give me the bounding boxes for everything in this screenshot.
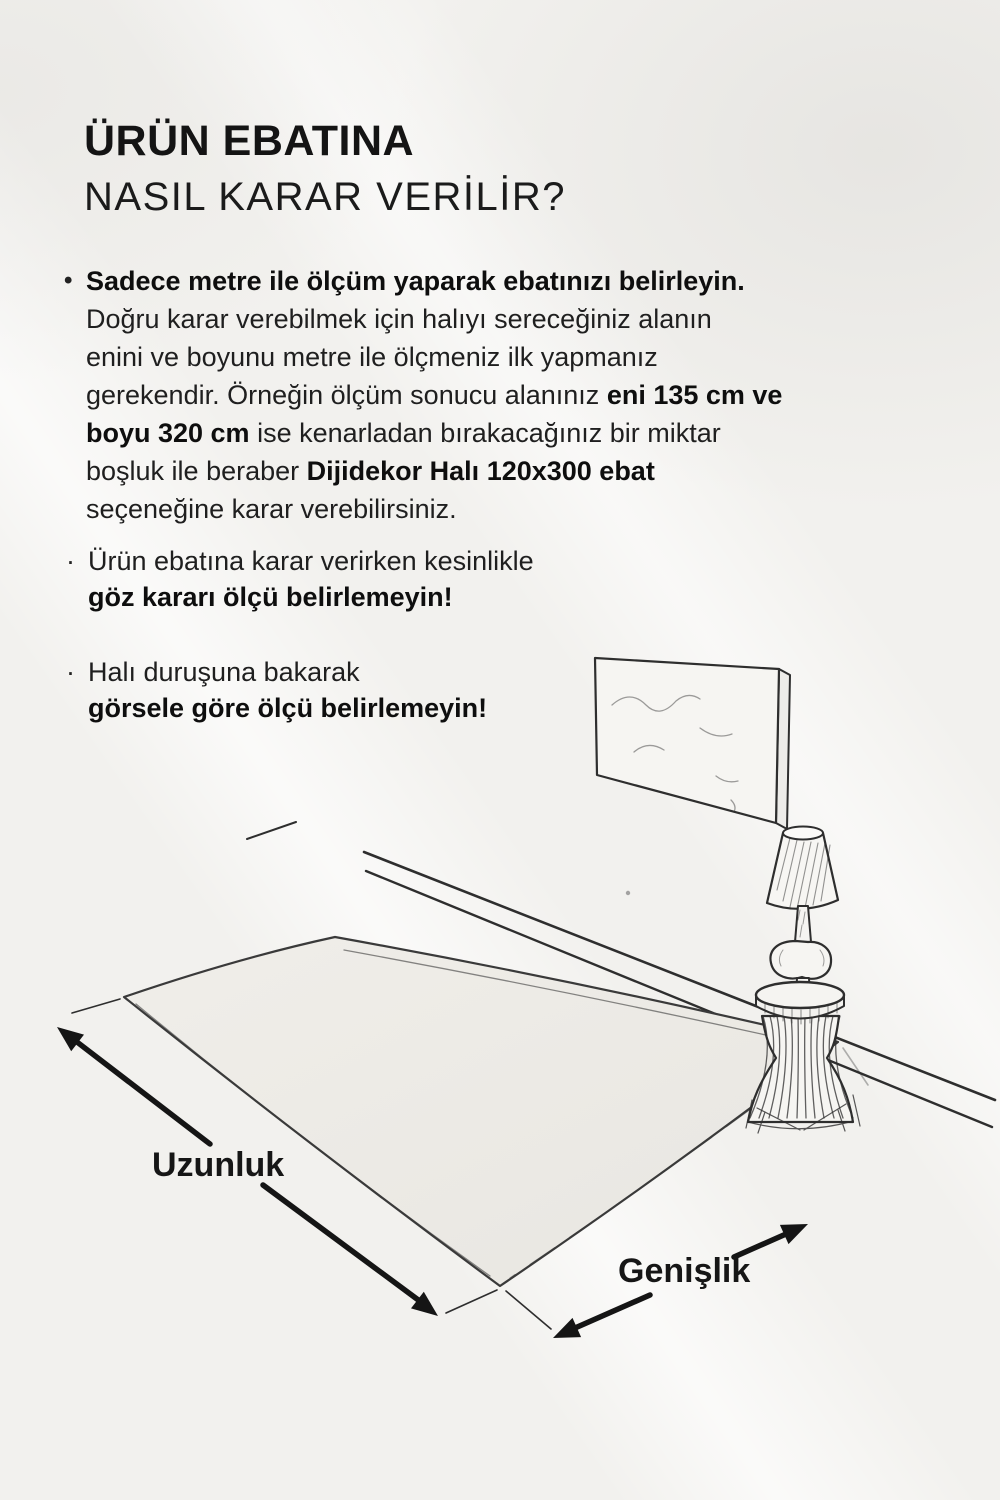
- width-dimension-label: Genişlik: [618, 1252, 751, 1290]
- bullet-text: Sadece metre ile ölçüm yaparak ebatınızı belirleyin. Doğru karar verebilmek için halıyı sereceğiniz alanın enini ve boyunu metre ile ölçmeniz ilk yapmanız gerekendir. Örneğin ölçüm sonucu alanınız eni 135 cm ve boyu 320 cm ise kenarladan bırakacağınız bir miktar boşluk ile beraber Dijidekor Halı 120x300 ebat seçeneğine karar verebilirsiniz.: [86, 266, 783, 524]
- side-table-lamp-sketch: [746, 827, 860, 1134]
- bullet-marker: ·: [66, 657, 75, 687]
- page-title: [84, 118, 566, 219]
- bullet-item-no-visual-measure: [66, 654, 487, 726]
- length-dimension-label: Uzunluk: [152, 1146, 285, 1184]
- bullet-text: Halı duruşuna bakarak görsele göre ölçü belirlemeyin!: [88, 657, 488, 723]
- page-title-line2: NASIL KARAR VERİLİR?: [84, 175, 567, 220]
- page-title-line1: ÜRÜN EBATINA: [84, 117, 415, 165]
- lamp-shade: [767, 827, 838, 910]
- wall-dot: [626, 891, 630, 895]
- bullet-marker: ·: [66, 546, 75, 576]
- bullet-item-measure-with-meter: [64, 262, 782, 528]
- bullet-text: Ürün ebatına karar verirken kesinlikle göz kararı ölçü belirlemeyin!: [88, 546, 534, 612]
- bullet-marker: •: [64, 267, 73, 294]
- rug-sketch: [124, 937, 838, 1286]
- wall-art-sketch: [595, 658, 790, 895]
- bullet-item-no-eyeball-measure: [66, 543, 534, 615]
